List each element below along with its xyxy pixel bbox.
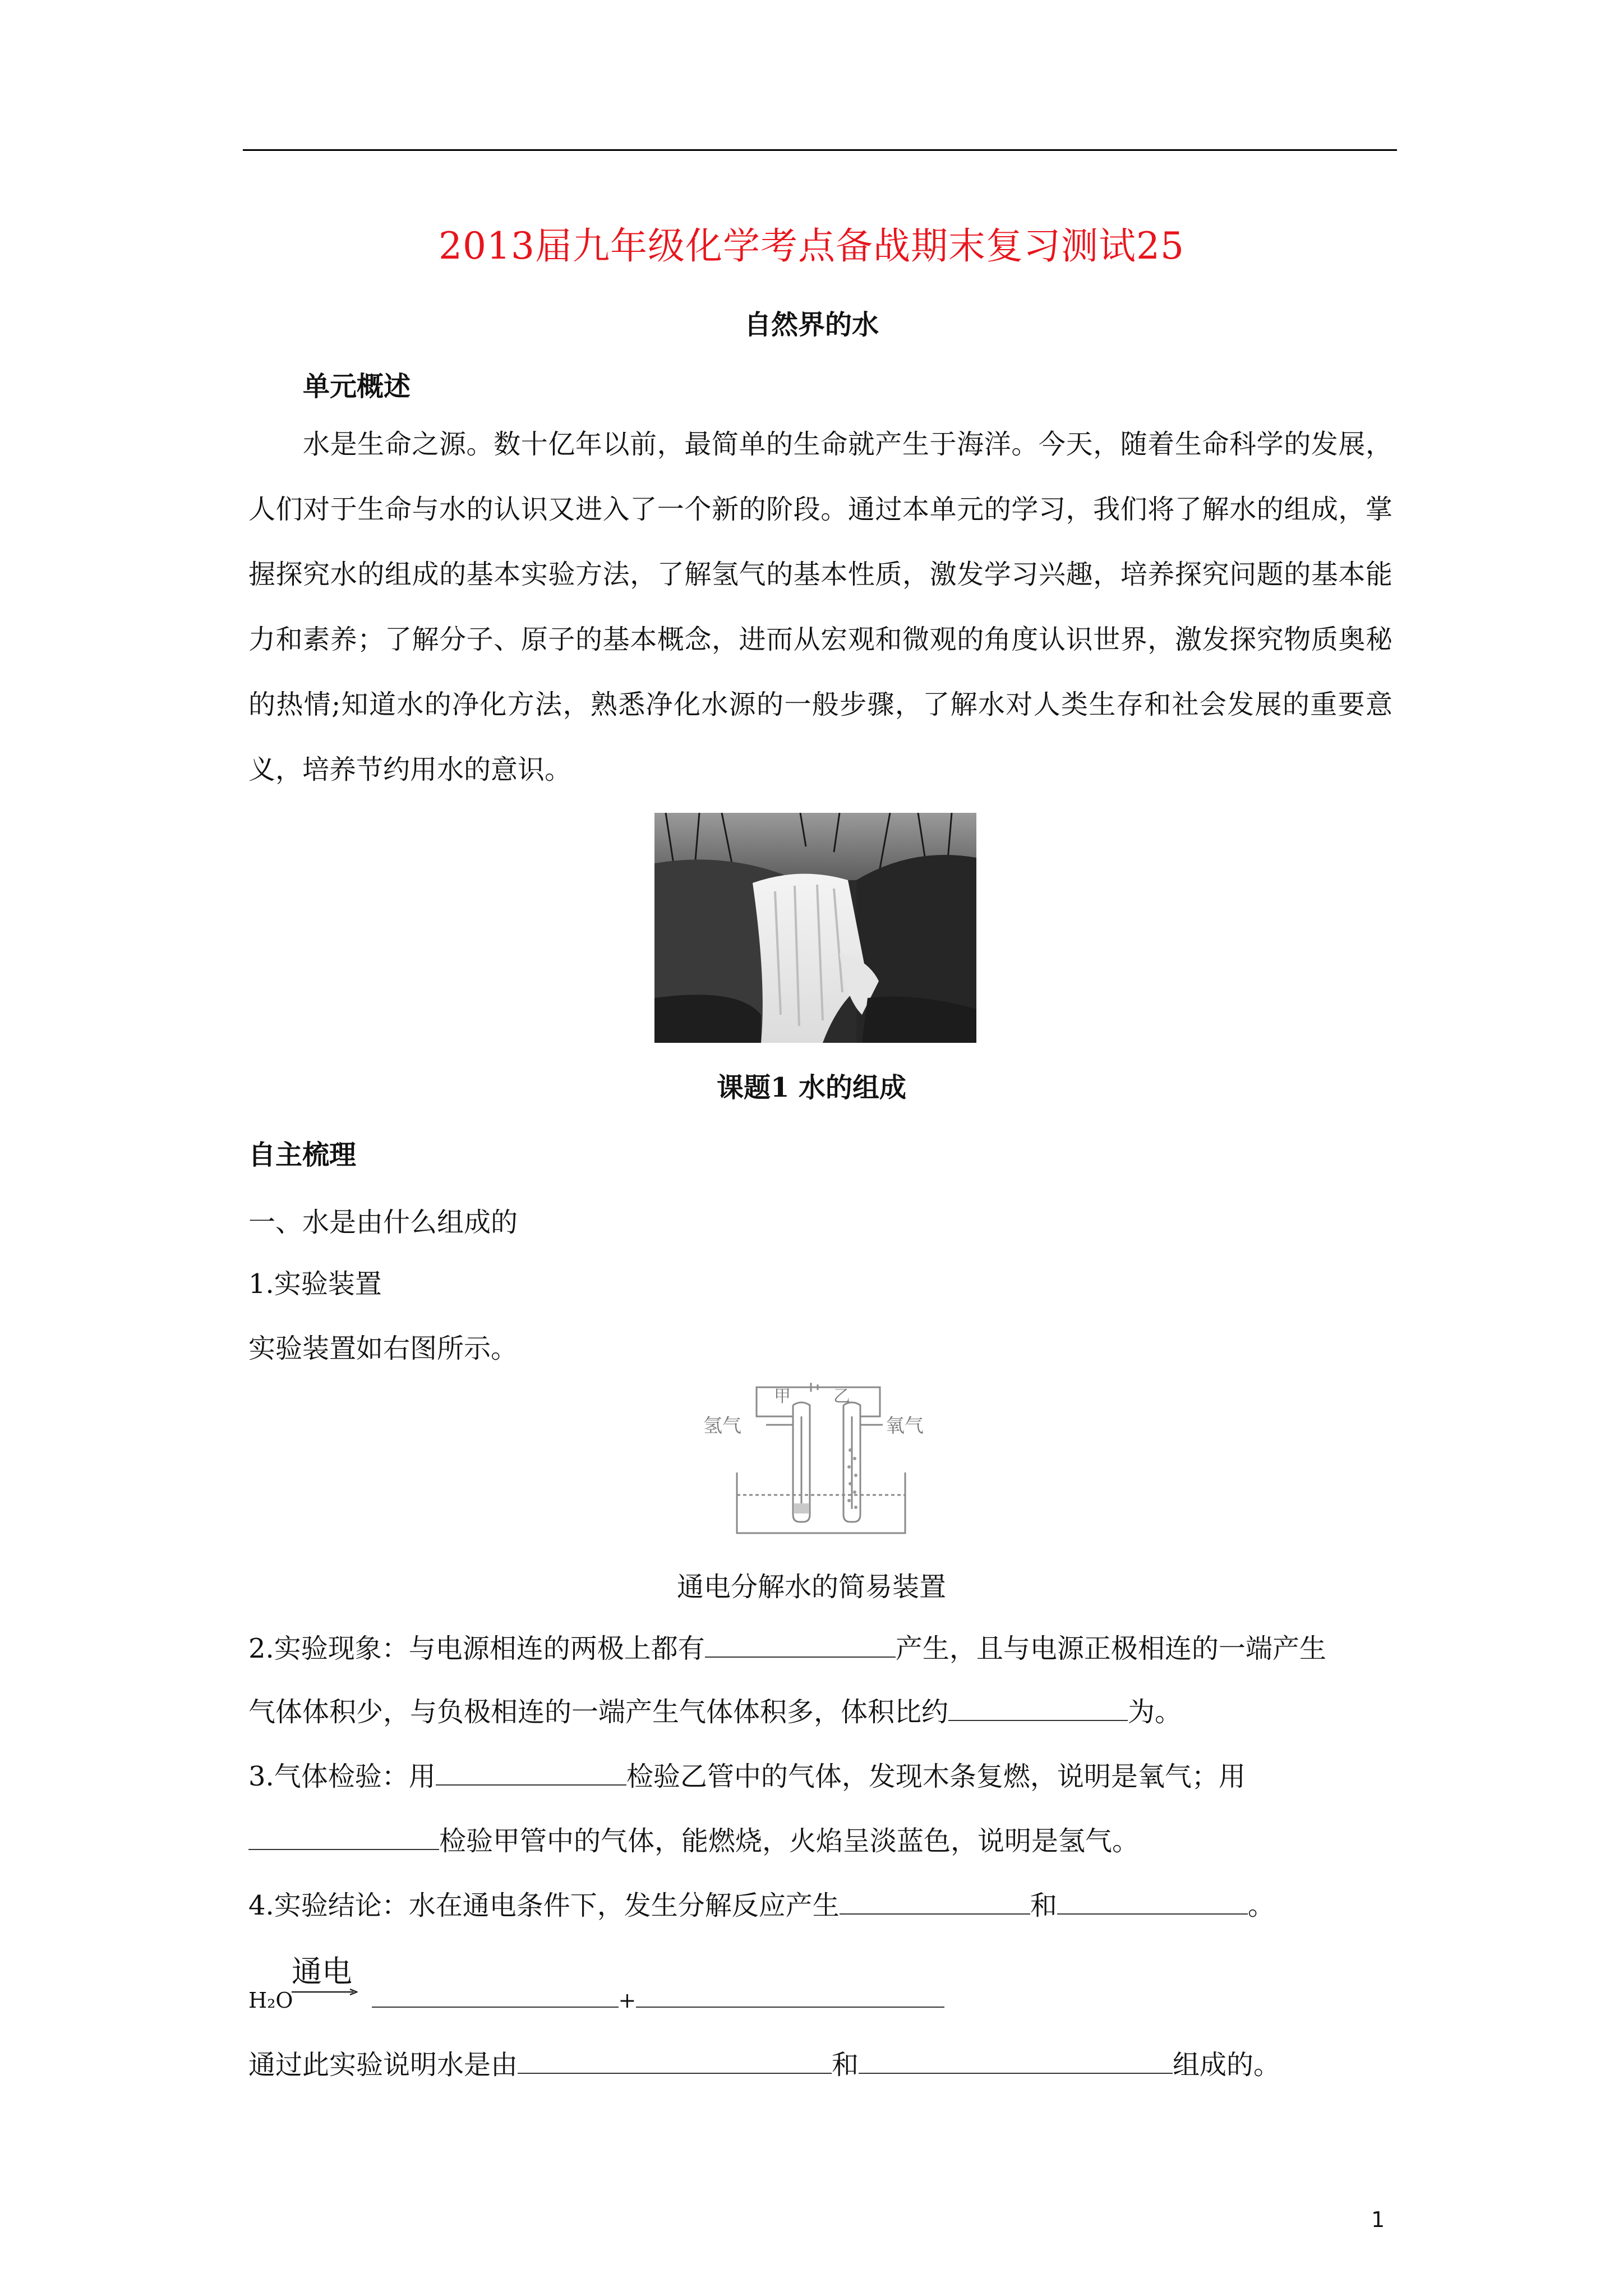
overview-heading: 单元概述 xyxy=(303,371,411,402)
reaction-condition: 通电 xyxy=(292,1954,352,1989)
answer-blank[interactable] xyxy=(248,1824,439,1850)
item-three-text-c: 检验甲管中的气体，能燃烧，火焰呈淡蓝色，说明是氢气。 xyxy=(439,1825,1140,1857)
document-title: 2013届九年级化学考点备战期末复习测试25 xyxy=(439,224,1184,268)
section-heading: 自主梳理 xyxy=(248,1139,357,1171)
item-two-line-one xyxy=(248,1627,1326,1665)
waterfall-photo xyxy=(654,813,976,1043)
item-two-text-b: 产生，且与电源正极相连的一端产生 xyxy=(895,1633,1326,1664)
product-blank-two[interactable] xyxy=(636,1986,944,2008)
lesson-title: 课题1 水的组成 xyxy=(716,1072,907,1103)
product-blank-one[interactable] xyxy=(372,1986,619,2008)
conclusion-line xyxy=(248,2043,1280,2082)
item-two-line-two xyxy=(248,1690,1182,1729)
reactant-formula: H₂O xyxy=(248,1988,293,2013)
answer-blank[interactable] xyxy=(518,2048,832,2074)
answer-blank[interactable] xyxy=(705,1632,896,1658)
page-number: 1 xyxy=(1371,2207,1385,2232)
part-one-heading: 一、水是由什么组成的 xyxy=(248,1207,518,1238)
item-four-text-b: 和 xyxy=(1030,1890,1057,1921)
answer-blank[interactable] xyxy=(840,1889,1030,1915)
electrolysis-apparatus-figure xyxy=(703,1383,939,1543)
label-hydrogen: 氢气 xyxy=(703,1415,741,1437)
overview-paragraph xyxy=(248,412,1393,802)
item-two-text-d: 为。 xyxy=(1128,1696,1182,1728)
label-tube-jia: 甲 xyxy=(774,1387,791,1406)
item-three-text-a: 3.气体检验：用 xyxy=(248,1761,436,1792)
figure-caption: 通电分解水的简易装置 xyxy=(676,1571,946,1603)
overview-text: 水是生命之源。数十亿年以前，最简单的生命就产生于海洋。今天，随着生命科学的发展，人们对于生命与水的认识又进入了一个新的阶段。通过本单元的学习，我们将了解水的组成，掌握探究水的组成的基本实验方法，了解氢气的基本性质，激发学习兴趣，培养探究问题的基本能力和素养；了解分子、原子的基本概念，进而从宏观和微观的角度认识世界，激发探究物质奥秘的热情;知道水的净化方法，熟悉净化水源的一般步骤，了解水对人类生存和社会发展的重要意义，培养节约用水的意识。 xyxy=(248,429,1393,785)
header-rule xyxy=(243,149,1397,151)
item-two-text-c: 气体体积少，与负极相连的一端产生气体体积多，体积比约 xyxy=(248,1696,949,1728)
item-four-text-a: 4.实验结论：水在通电条件下，发生分解反应产生 xyxy=(248,1890,840,1921)
item-two-text-a: 2.实验现象：与电源相连的两极上都有 xyxy=(248,1633,705,1664)
item-four-text-c: 。 xyxy=(1247,1890,1275,1921)
item-three-line-two xyxy=(248,1819,1139,1858)
item-three-text-b: 检验乙管中的气体，发现木条复燃，说明是氧气；用 xyxy=(626,1761,1246,1792)
item-one-title: 1.实验装置 xyxy=(248,1268,382,1300)
item-three-line-one xyxy=(248,1755,1246,1793)
electrolysis-apparatus-drawing xyxy=(703,1383,939,1543)
plus-sign: + xyxy=(618,1988,637,2013)
label-oxygen: 氧气 xyxy=(886,1415,924,1437)
equation-line xyxy=(248,1983,944,2014)
answer-blank[interactable] xyxy=(859,2048,1173,2074)
answer-blank[interactable] xyxy=(1057,1889,1248,1915)
answer-blank[interactable] xyxy=(436,1760,626,1786)
label-tube-yi: 乙 xyxy=(833,1387,850,1406)
unit-subtitle: 自然界的水 xyxy=(744,309,879,341)
conclusion-text-c: 组成的。 xyxy=(1173,2049,1281,2081)
conclusion-text-a: 通过此实验说明水是由 xyxy=(248,2049,518,2081)
item-one-text: 实验装置如右图所示。 xyxy=(248,1333,518,1364)
item-four-line xyxy=(248,1884,1275,1922)
answer-blank[interactable] xyxy=(948,1695,1128,1721)
conclusion-text-b: 和 xyxy=(832,2049,859,2081)
